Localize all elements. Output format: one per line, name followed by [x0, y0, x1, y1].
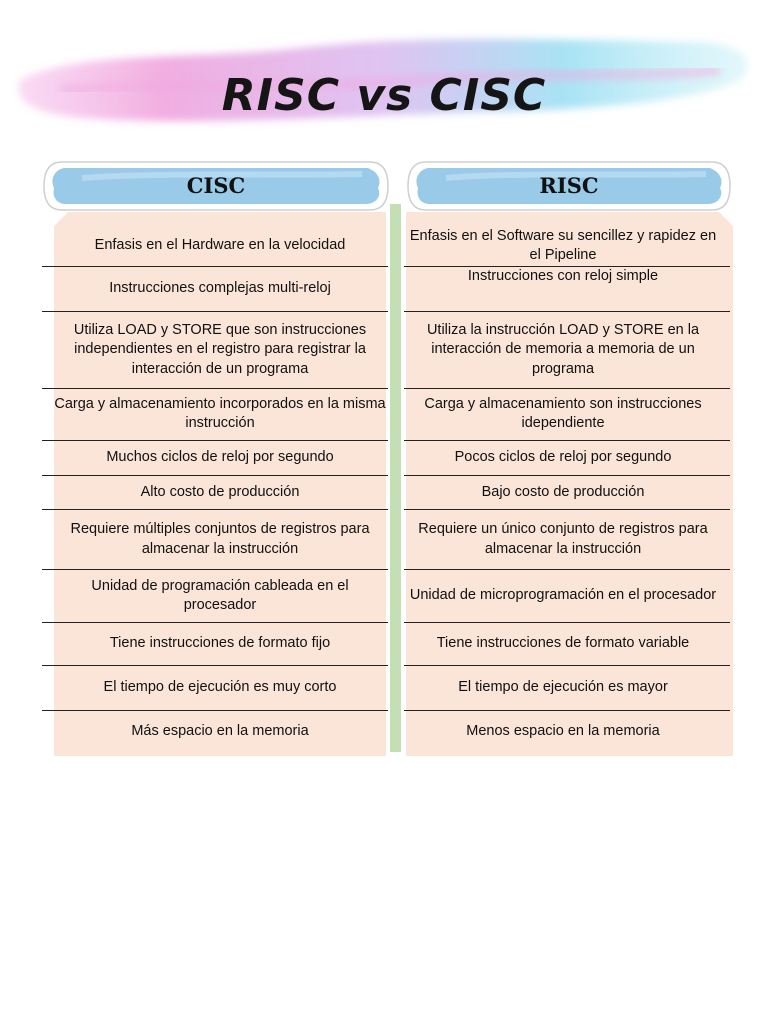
risc-cell: Menos espacio en la memoria: [466, 723, 660, 740]
cisc-cell: Tiene instrucciones de formato fijo: [109, 635, 331, 652]
cisc-cell: Utiliza LOAD y STORE que son instrucciones independientes en el registro para registrar la interacción de un programa: [73, 321, 367, 377]
cisc-cell: Alto costo de producción: [140, 483, 300, 500]
cisc-cell: Carga y almacenamiento incorporados en la misma instrucción: [54, 395, 386, 431]
risc-header-badge: [406, 160, 732, 212]
risc-cell: Enfasis en el Software su sencillez y rapidez en el Pipeline: [409, 227, 717, 263]
page-title: RISC vs CISC: [221, 70, 547, 121]
cisc-cell: Instrucciones complejas multi-reloj: [109, 280, 331, 297]
risc-cell: Requiere un único conjunto de registros para almacenar la instrucción: [418, 521, 708, 557]
risc-cell: Tiene instrucciones de formato variable: [436, 635, 690, 652]
cisc-cell: Enfasis en el Hardware en la velocidad: [94, 237, 346, 254]
risc-cell: El tiempo de ejecución es mayor: [458, 679, 668, 696]
cisc-cell: Muchos ciclos de reloj por segundo: [106, 449, 334, 466]
cisc-header-badge: [42, 160, 390, 212]
cisc-cell: Requiere múltiples conjuntos de registros para almacenar la instrucción: [70, 521, 370, 557]
cisc-cell: Unidad de programación cableada en el procesador: [91, 577, 349, 613]
cisc-cell: El tiempo de ejecución es muy corto: [103, 679, 337, 696]
risc-cell: Utiliza la instrucción LOAD y STORE en la interacción de memoria a memoria de un programa: [426, 321, 700, 377]
risc-cell: Pocos ciclos de reloj por segundo: [454, 449, 672, 466]
risc-cell: Unidad de microprogramación en el procesador: [409, 587, 717, 604]
risc-cell: Carga y almacenamiento son instrucciones idependiente: [424, 395, 702, 431]
title-banner: [0, 20, 768, 140]
risc-header-label: RISC: [539, 173, 599, 198]
risc-cell: Instrucciones con reloj simple: [467, 268, 659, 284]
cisc-cell: Más espacio en la memoria: [131, 723, 309, 740]
risc-cell: Bajo costo de producción: [481, 483, 645, 500]
column-divider: [390, 204, 401, 752]
cisc-header-label: CISC: [186, 173, 246, 198]
